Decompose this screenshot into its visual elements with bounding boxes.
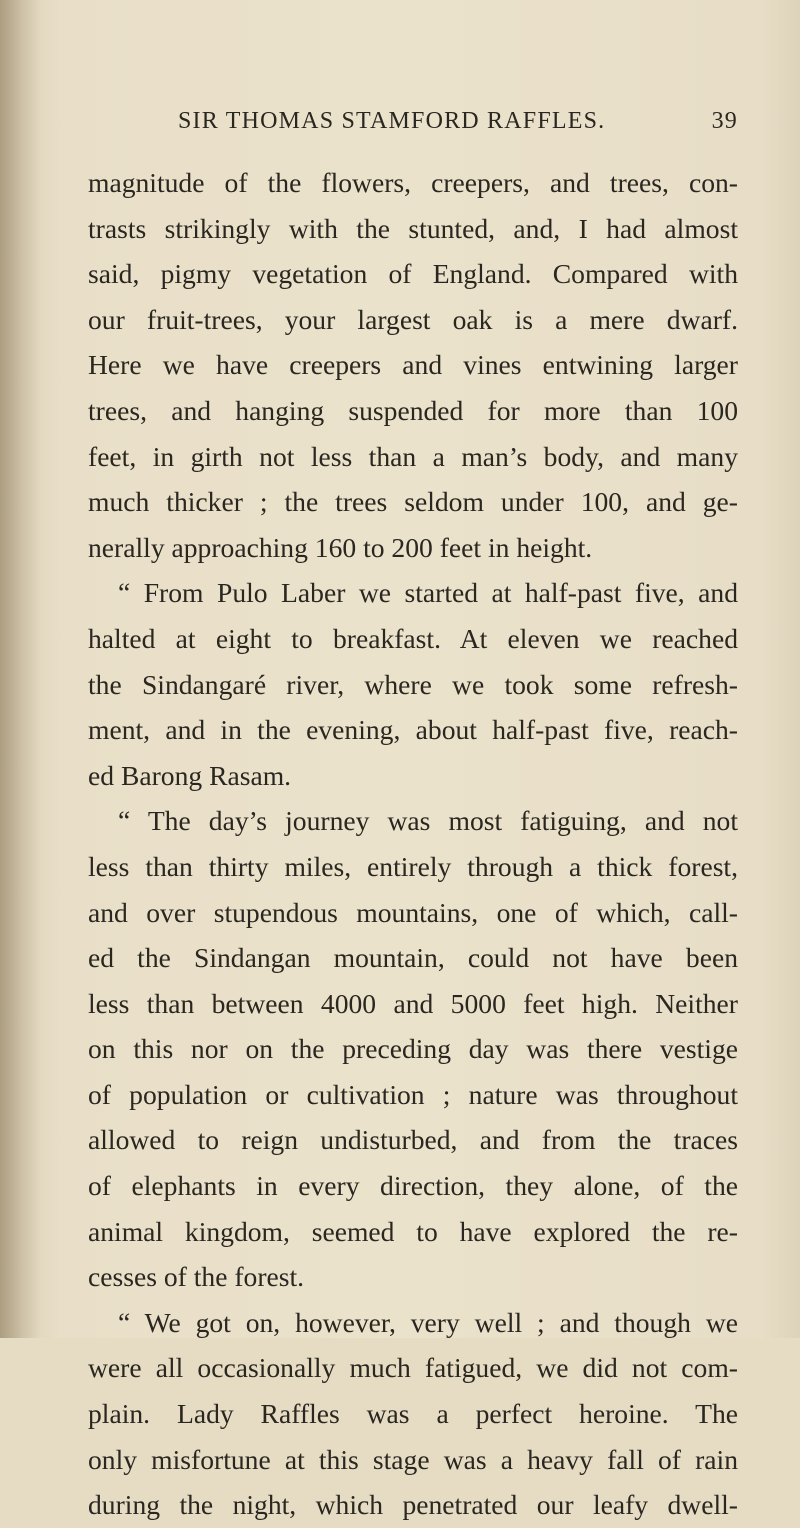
text-line: said, pigmy vegetation of England. Compared with: [88, 258, 738, 290]
text-line: magnitude of the flowers, creepers, and trees, con-: [88, 167, 738, 198]
text-line: nerally approaching 160 to 200 feet in height.: [88, 531, 593, 563]
text-line: ed Barong Rasam.: [88, 759, 292, 791]
text-line: trasts strikingly with the stunted, and, I had almost: [88, 212, 738, 244]
text-line: trees, and hanging suspended for more than 100: [88, 394, 738, 426]
body-text: [88, 160, 738, 1528]
text-line: feet, in girth not less than a man’s body, and many: [88, 440, 738, 472]
text-line: during the night, which penetrated our leafy dwell-: [88, 1489, 738, 1521]
text-line: “ We got on, however, very well ; and though we: [118, 1306, 738, 1338]
text-line: much thicker ; the trees seldom under 100, and ge-: [88, 486, 738, 518]
text-line: halted at eight to breakfast. At eleven we reached: [88, 622, 738, 654]
text-line: on this nor on the preceding day was there vestige: [88, 1033, 738, 1065]
running-head: [178, 108, 738, 138]
running-head-title: SIR THOMAS STAMFORD RAFFLES.: [178, 108, 606, 134]
text-line: and over stupendous mountains, one of which, call-: [88, 896, 738, 928]
text-line: allowed to reign undisturbed, and from the traces: [88, 1124, 738, 1156]
text-line: of population or cultivation ; nature was throughout: [88, 1078, 738, 1110]
text-line: the Sindangaré river, where we took some refresh-: [88, 668, 738, 700]
text-line: plain. Lady Raffles was a perfect heroine. The: [88, 1398, 738, 1430]
text-line: less than thirty miles, entirely through a thick forest,: [88, 850, 738, 882]
page-number: 39: [711, 108, 738, 134]
text-line: only misfortune at this stage was a heavy fall of rain: [88, 1443, 738, 1475]
text-line: Here we have creepers and vines entwining larger: [88, 349, 738, 381]
page-gutter-shadow: [0, 0, 40, 1338]
text-line: less than between 4000 and 5000 feet high. Neither: [88, 987, 738, 1019]
text-line: cesses of the forest.: [88, 1261, 305, 1293]
text-line: were all occasionally much fatigued, we did not com-: [88, 1352, 738, 1384]
text-line: ment, and in the evening, about half-past five, reach-: [88, 714, 738, 746]
text-line: ed the Sindangan mountain, could not have been: [88, 942, 738, 974]
text-line: of elephants in every direction, they alone, of the: [88, 1170, 738, 1202]
text-line: animal kingdom, seemed to have explored the re-: [88, 1215, 738, 1247]
text-line: “ From Pulo Laber we started at half-past five, and: [118, 577, 738, 609]
text-line: “ The day’s journey was most fatiguing, and not: [118, 805, 738, 837]
text-line: our fruit-trees, your largest oak is a mere dwarf.: [88, 303, 738, 335]
